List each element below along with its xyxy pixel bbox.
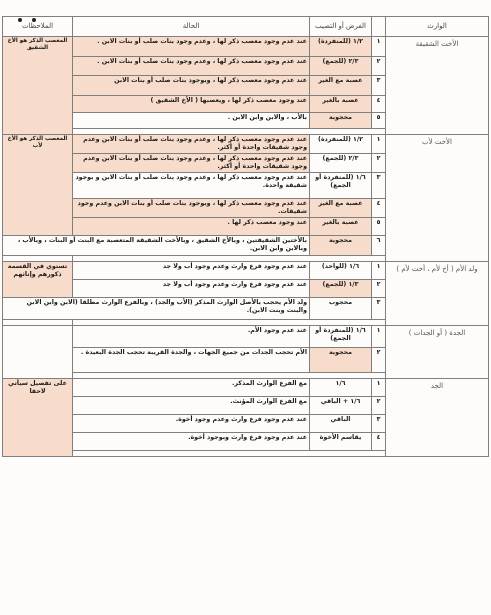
spacer-cell: [73, 451, 386, 457]
row-number: ٣: [372, 298, 386, 320]
row-number: ٤: [372, 199, 386, 218]
condition-cell: الأم تحجب الجدات من جميع الجهات ، والجدة القريبة تحجب الجدة البعيدة .: [73, 348, 310, 373]
row-number: ٥: [372, 113, 386, 129]
header-notes: الملاحظات: [3, 17, 73, 37]
share-cell: ١/٦: [310, 379, 372, 397]
row-number: ٢: [372, 280, 386, 298]
share-cell: عصبة بالغير: [310, 218, 372, 236]
header-num: [372, 17, 386, 37]
condition-cell: عند عدم وجود فرع وارث وعدم وجود أب ولا جد: [73, 280, 310, 298]
share-cell: عصبة بالغير: [310, 96, 372, 113]
condition-cell: مع الفرع الوارث المؤنث.: [73, 397, 310, 415]
condition-cell: عند وجود معصب ذكر لها .: [73, 218, 310, 236]
share-cell: عصبة مع الغير: [310, 76, 372, 96]
notes-cell: تستوي في القسمة ذكورهم وإناثهم: [3, 262, 73, 298]
row-number: ٢: [372, 154, 386, 173]
share-cell: ٢/٣ (للجمع): [310, 154, 372, 173]
condition-cell: عند عدم وجود فرع وارث وعدم وجود أخوة.: [73, 415, 310, 433]
table-row: [3, 262, 489, 280]
heir-cell: الجدة ( أو الجدات ): [386, 326, 489, 379]
heir-cell: الجد: [386, 379, 489, 457]
share-cell: ١/٢ (للمنفردة): [310, 37, 372, 57]
share-cell: عصبة مع الغير: [310, 199, 372, 218]
header-heir: الوارث: [386, 17, 489, 37]
share-cell: ١/٦ (للمنفردة أو الجمع): [310, 326, 372, 348]
share-cell: ٢/٣ (للجمع): [310, 57, 372, 76]
condition-cell: عند عدم وجود معصب ذكر لها ، وعدم وجود بنات صلب أو بنات الابن وعدم وجود شقيقات واحدة أو أكثر.: [73, 135, 310, 154]
share-cell: ١/٦ (للمنفردة أو الجمع): [310, 173, 372, 199]
row-number: ١: [372, 135, 386, 154]
share-cell: ١/٦ + الباقي: [310, 397, 372, 415]
row-number: ٤: [372, 433, 386, 451]
condition-cell: مع الفرع الوارث المذكر.: [73, 379, 310, 397]
row-number: ٢: [372, 57, 386, 76]
condition-cell: عند عدم وجود معصب ذكر لها ، وعدم وجود بنات صلب أو بنات الابن وعدم وجود شقيقات واحدة أو أكثر.: [73, 154, 310, 173]
table-row: [3, 379, 489, 397]
row-number: ٢: [372, 397, 386, 415]
inheritance-table: [2, 16, 489, 457]
row-number: ١: [372, 326, 386, 348]
condition-cell: ولد الأم يحجب بالأصل الوارث المذكر (الأب والجد) ، وبالفرع الوارث مطلقا (الابن وابن الابن والبنت وبنت الابن).: [3, 298, 310, 320]
row-number: ١: [372, 37, 386, 57]
share-cell: محجوبة: [310, 113, 372, 129]
share-cell: يقاسم الأخوة: [310, 433, 372, 451]
row-number: ٤: [372, 96, 386, 113]
notes-cell: على تفصيل سيأتي لاحقا: [3, 379, 73, 457]
row-number: ٦: [372, 236, 386, 256]
condition-cell: عند عدم وجود فرع وارث وبوجود أخوة.: [73, 433, 310, 451]
heir-cell: الأخت الشقيقة: [386, 37, 489, 135]
row-number: ٣: [372, 76, 386, 96]
condition-cell: عند عدم وجود الأم.: [73, 326, 310, 348]
condition-cell: بالأختين الشقيقتين ، وبالأخ الشقيق ، وبالأخت الشقيقة المتعصبة مع البنت أو البنات ، وبالأب ، وبالابن وابن الابن.: [3, 236, 310, 256]
header-condition: الحالة: [73, 17, 310, 37]
condition-cell: عند عدم وجود معصب ذكر لها ، وبوجود بنات صلب أو بنات الابن وعدم وجود شقيقات.: [73, 199, 310, 218]
row-number: ١: [372, 379, 386, 397]
condition-cell: عند عدم وجود معصب ذكر لها ، وعدم وجود بنات صلب أو بنات الابن .: [73, 37, 310, 57]
row-number: ٢: [372, 348, 386, 373]
condition-cell: عند عدم وجود معصب ذكر لها ، وبوجود بنات صلب أو بنات الابن: [73, 76, 310, 96]
header-share: الفرض أو التصيب: [310, 17, 372, 37]
table-row: [3, 326, 489, 348]
condition-cell: عند وجود معصب ذكر لها ، ويعصبها ( الأخ الشقيق ): [73, 96, 310, 113]
table-row: [3, 135, 489, 154]
share-cell: ١/٦ (للواحد): [310, 262, 372, 280]
header-row: [3, 17, 489, 37]
condition-cell: بالأب ، والابن وابن الابن .: [73, 113, 310, 129]
row-number: ٣: [372, 415, 386, 433]
share-cell: محجوب: [310, 298, 372, 320]
condition-cell: عند عدم وجود معصب ذكر لها ، وعدم وجود بنات صلب أو بنات الابن .: [73, 57, 310, 76]
heir-cell: ولد الأم ( أخ لأم ، أخت لأم ): [386, 262, 489, 326]
condition-cell: عند عدم وجود معصب ذكر لها ، وعدم وجود بنات صلب أو بنات الابن و بوجود شقيقة واحدة.: [73, 173, 310, 199]
heir-cell: الأخت لأب: [386, 135, 489, 262]
notes-cell: [3, 326, 73, 379]
table-row: [3, 37, 489, 57]
share-cell: الباقي: [310, 415, 372, 433]
share-cell: محجوبة: [310, 236, 372, 256]
share-cell: ١/٣ (للجمع): [310, 280, 372, 298]
row-number: ٥: [372, 218, 386, 236]
row-number: ٣: [372, 173, 386, 199]
share-cell: ١/٢ (للمنفردة): [310, 135, 372, 154]
condition-cell: عند عدم وجود فرع وارث وعدم وجود أب ولا جد: [73, 262, 310, 280]
row-number: ١: [372, 262, 386, 280]
share-cell: محجوبة: [310, 348, 372, 373]
notes-cell: المعصب الذكر هو الأخ الشقيق: [3, 37, 73, 135]
notes-cell: المعصب الذكر هو الأخ لأب: [3, 135, 73, 236]
